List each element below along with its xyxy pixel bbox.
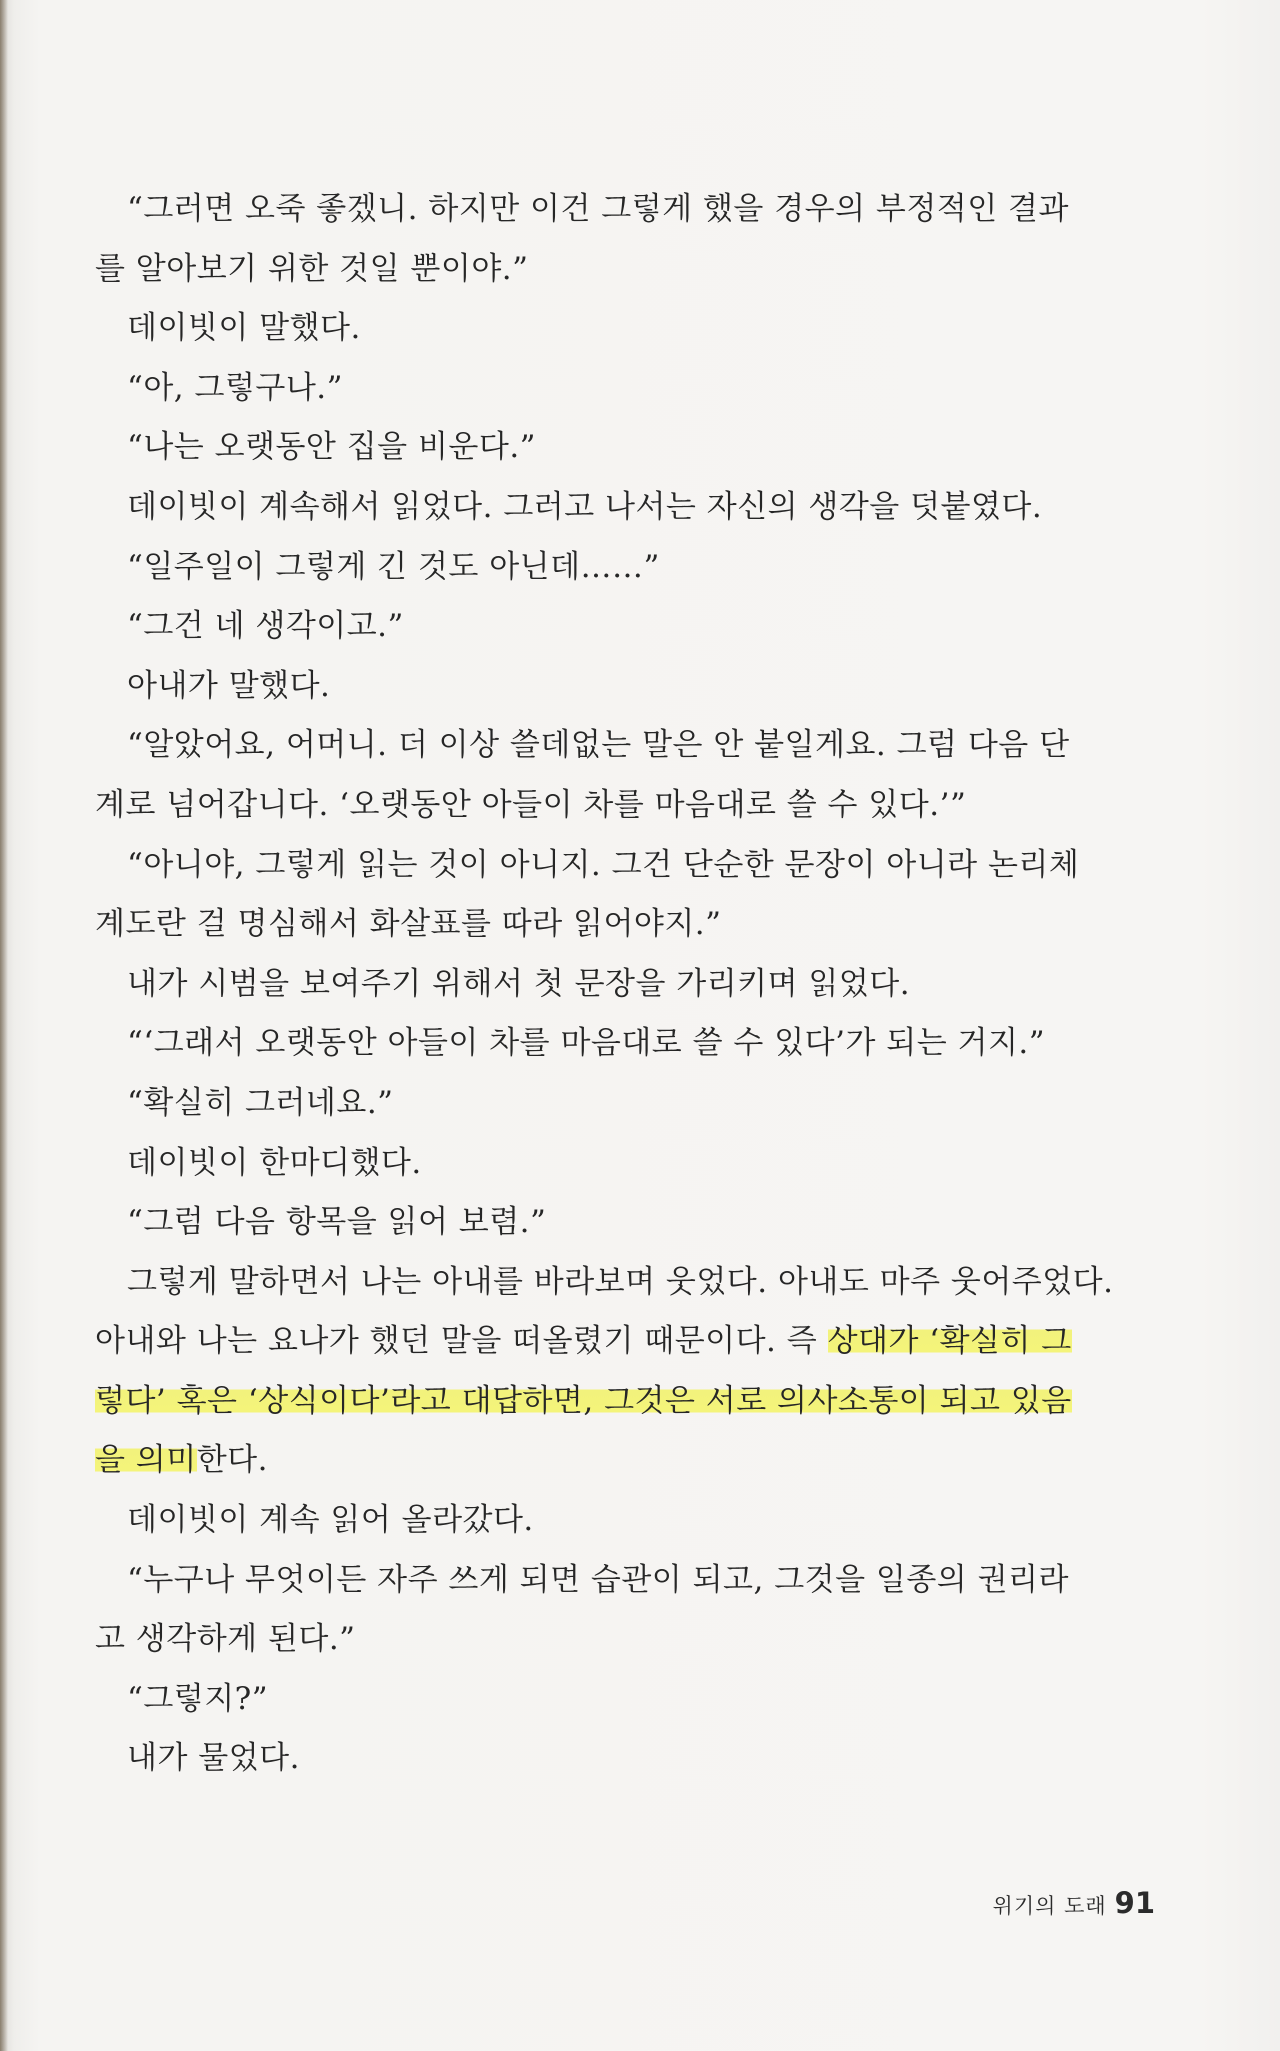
highlighted-text: 렇다’ 혹은 ‘상식이다’라고 대답하면, 그것은 서로 의사소통이 되고 있음 — [95, 1382, 1072, 1419]
text-segment: 한다. — [196, 1442, 268, 1479]
text-line: 데이빗이 한마디했다. — [127, 1144, 422, 1181]
text-line: 아내가 말했다. — [127, 667, 331, 704]
text-line: 고 생각하게 된다.” — [95, 1621, 356, 1658]
text-line: “일주일이 그렇게 긴 것도 아닌데……” — [127, 548, 660, 585]
text-line: 계로 넘어갑니다. ‘오랫동안 아들이 차를 마음대로 쓸 수 있다.’” — [95, 786, 967, 823]
text-line: “그러면 오죽 좋겠니. 하지만 이건 그렇게 했을 경우의 부정적인 결과 — [127, 191, 1069, 227]
text-line: “아, 그렇구나.” — [127, 369, 343, 406]
page-spine-shadow — [0, 0, 8, 2051]
text-line: 데이빗이 말했다. — [127, 310, 361, 347]
highlighted-text: 을 의미 — [95, 1442, 197, 1479]
text-line: “알았어요, 어머니. 더 이상 쓸데없는 말은 안 붙일게요. 그럼 다음 단 — [127, 727, 1070, 764]
highlighted-text: 상대가 ‘확실히 그 — [827, 1323, 1072, 1360]
text-line: 데이빗이 계속 읽어 올라갔다. — [127, 1502, 534, 1539]
text-line: “‘그래서 오랫동안 아들이 차를 마음대로 쓸 수 있다’가 되는 거지.” — [127, 1025, 1046, 1062]
text-line: “그렇지?” — [127, 1680, 269, 1717]
page-number: 91 — [1114, 1886, 1155, 1920]
text-line-with-highlight — [95, 1312, 1095, 1372]
text-line-with-highlight — [95, 1431, 1095, 1491]
text-line: 를 알아보기 위한 것일 뿐이야.” — [95, 250, 529, 287]
text-line: 그렇게 말하면서 나는 아내를 바라보며 웃었다. 아내도 마주 웃어주었다. — [127, 1263, 1114, 1300]
running-title: 위기의 도래 — [992, 1894, 1107, 1918]
text-line-highlighted — [95, 1372, 1095, 1432]
text-line: “그럼 다음 항목을 읽어 보렴.” — [127, 1204, 547, 1241]
text-line: “나는 오랫동안 집을 비운다.” — [127, 429, 537, 466]
text-line: 데이빗이 계속해서 읽었다. 그러고 나서는 자신의 생각을 덧붙였다. — [127, 488, 1043, 525]
page-footer — [993, 1886, 1155, 1920]
text-line: “확실히 그러네요.” — [127, 1084, 394, 1121]
text-line: 계도란 걸 명심해서 화살표를 따라 읽어야지.” — [95, 906, 722, 943]
text-line: 내가 물었다. — [127, 1740, 300, 1777]
body-text — [95, 180, 1114, 1789]
text-line: 내가 시범을 보여주기 위해서 첫 문장을 가리키며 읽었다. — [127, 965, 911, 1002]
text-line: “아니야, 그렇게 읽는 것이 아니지. 그건 단순한 문장이 아니라 논리체 — [127, 846, 1080, 883]
text-segment: 아내와 나는 요나가 했던 말을 떠올렸기 때문이다. 즉 — [95, 1323, 828, 1360]
text-line: “누구나 무엇이든 자주 쓰게 되면 습관이 되고, 그것을 일종의 권리라 — [127, 1561, 1069, 1598]
text-line: “그건 네 생각이고.” — [127, 608, 404, 645]
